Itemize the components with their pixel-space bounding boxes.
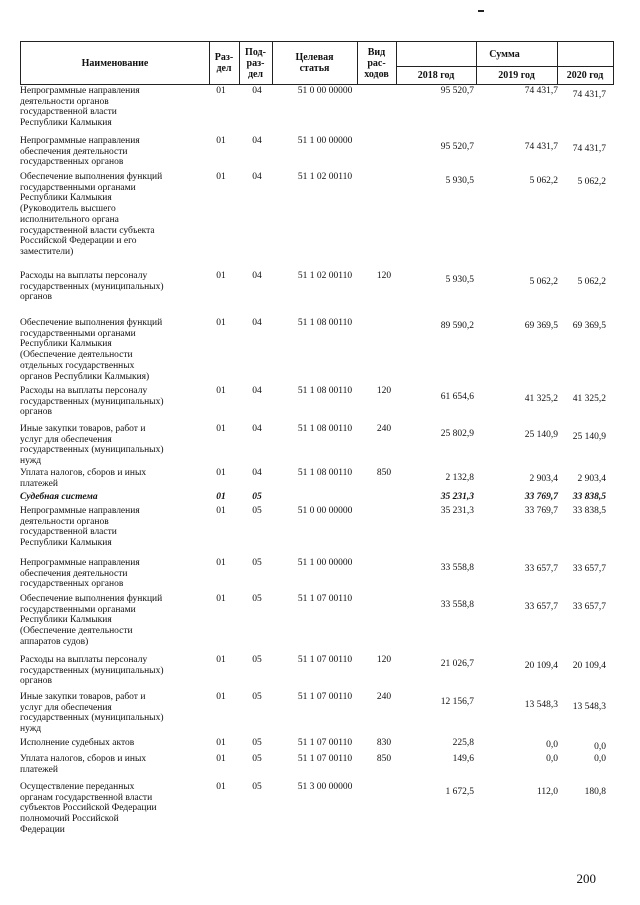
cell-name: Осуществление переданных органам государственной власти субъектов Российской Федерации полномочий Российской Федерации (20, 782, 157, 835)
header-summa: Сумма (489, 48, 520, 60)
header-year-2018: 2018 год (417, 70, 455, 81)
cell-sum-2020: 74 431,7 (572, 90, 606, 100)
cell-celevaya: 51 1 08 00110 (297, 318, 353, 328)
cell-vid: 120 (376, 271, 392, 281)
cell-razdel: 01 (216, 655, 226, 665)
cell-sum-2020: 0,0 (594, 754, 606, 764)
cell-razdel: 01 (216, 594, 226, 604)
cell-sum-2018: 95 520,7 (440, 142, 474, 152)
cell-name: Уплата налогов, сборов и иных платежей (20, 468, 147, 489)
cell-razdel: 01 (216, 136, 226, 146)
cell-vid: 850 (376, 754, 392, 764)
cell-name: Уплата налогов, сборов и иных платежей (20, 754, 147, 775)
cell-name: Непрограммные направления обеспечения деятельности государственных органов (20, 136, 140, 168)
cell-celevaya: 51 0 00 00000 (297, 86, 353, 96)
cell-sum-2019: 33 657,7 (524, 602, 558, 612)
cell-sum-2020: 33 838,5 (572, 492, 606, 502)
cell-sum-2020: 33 657,7 (572, 602, 606, 612)
cell-sum-2020: 5 062,2 (577, 177, 606, 187)
cell-sum-2019: 74 431,7 (524, 86, 558, 96)
cell-sum-2019: 69 369,5 (524, 321, 558, 331)
cell-sum-2020: 25 140,9 (572, 432, 606, 442)
cell-podrazdel: 04 (252, 318, 262, 328)
cell-sum-2019: 13 548,3 (524, 700, 558, 710)
cell-podrazdel: 05 (252, 738, 262, 748)
cell-podrazdel: 04 (252, 271, 262, 281)
cell-razdel: 01 (216, 738, 226, 748)
cell-razdel: 01 (216, 558, 226, 568)
cell-celevaya: 51 1 07 00110 (297, 594, 353, 604)
cell-sum-2020: 74 431,7 (572, 144, 606, 154)
cell-celevaya: 51 1 07 00110 (297, 692, 353, 702)
cell-podrazdel: 05 (252, 594, 262, 604)
cell-name: Непрограммные направления деятельности органов государственной власти Республики Калмыкия (20, 506, 140, 549)
cell-sum-2018: 35 231,3 (440, 492, 474, 502)
cell-podrazdel: 04 (252, 424, 262, 434)
cell-razdel: 01 (216, 692, 226, 702)
cell-celevaya: 51 1 08 00110 (297, 468, 353, 478)
cell-sum-2019: 74 431,7 (524, 142, 558, 152)
header-podrazdel: Под- раз- дел (245, 46, 266, 80)
cell-name: Иные закупки товаров, работ и услуг для обеспечения государственных (муниципальных) нужд (20, 424, 164, 467)
cell-podrazdel: 05 (252, 692, 262, 702)
cell-sum-2018: 33 558,8 (440, 563, 474, 573)
cell-sum-2020: 2 903,4 (577, 474, 606, 484)
cell-sum-2020: 69 369,5 (572, 321, 606, 331)
cell-name: Непрограммные направления обеспечения деятельности государственных органов (20, 558, 140, 590)
cell-sum-2018: 25 802,9 (440, 429, 474, 439)
cell-name: Обеспечение выполнения функций государственными органами Республики Калмыкия (Руководитель высшего исполнительного органа государственной власти субъекта Российской Федерации и его заместители) (20, 172, 163, 257)
cell-name: Исполнение судебных актов (20, 738, 135, 748)
cell-razdel: 01 (216, 492, 226, 502)
cell-celevaya: 51 1 08 00110 (297, 386, 353, 396)
cell-celevaya: 51 1 07 00110 (297, 738, 353, 748)
cell-celevaya: 51 1 08 00110 (297, 424, 353, 434)
cell-vid: 120 (376, 655, 392, 665)
cell-sum-2019: 0,0 (546, 754, 558, 764)
cell-sum-2018: 35 231,3 (440, 506, 474, 516)
cell-celevaya: 51 1 00 00000 (297, 136, 353, 146)
cell-sum-2018: 2 132,8 (445, 473, 474, 483)
cell-name: Расходы на выплаты персоналу государственных (муниципальных) органов (20, 271, 164, 303)
cell-sum-2019: 25 140,9 (524, 430, 558, 440)
cell-celevaya: 51 1 02 00110 (297, 172, 353, 182)
cell-sum-2019: 20 109,4 (524, 661, 558, 671)
cell-sum-2018: 5 930,5 (445, 176, 474, 186)
cell-celevaya: 51 1 02 00110 (297, 271, 353, 281)
cell-vid: 850 (376, 468, 392, 478)
header-celevaya: Целевая статья (295, 52, 334, 74)
cell-sum-2019: 33 769,7 (524, 492, 558, 502)
cell-razdel: 01 (216, 754, 226, 764)
cell-podrazdel: 05 (252, 492, 262, 502)
cell-sum-2018: 89 590,2 (440, 321, 474, 331)
cell-sum-2018: 1 672,5 (445, 787, 474, 797)
cell-sum-2018: 149,6 (452, 754, 474, 764)
cell-name: Иные закупки товаров, работ и услуг для обеспечения государственных (муниципальных) нужд (20, 692, 164, 735)
table-header (20, 41, 614, 85)
cell-sum-2019: 5 062,2 (529, 176, 558, 186)
cell-sum-2018: 95 520,7 (440, 86, 474, 96)
cell-sum-2020: 0,0 (594, 742, 606, 752)
cell-razdel: 01 (216, 271, 226, 281)
page-number: 200 (576, 871, 596, 886)
cell-razdel: 01 (216, 424, 226, 434)
cell-sum-2019: 33 657,7 (524, 564, 558, 574)
cell-celevaya: 51 0 00 00000 (297, 506, 353, 516)
cell-vid: 240 (376, 424, 392, 434)
cell-razdel: 01 (216, 386, 226, 396)
cell-podrazdel: 05 (252, 782, 262, 792)
cell-sum-2018: 33 558,8 (440, 600, 474, 610)
cell-celevaya: 51 1 07 00110 (297, 754, 353, 764)
cell-vid: 240 (376, 692, 392, 702)
scan-mark (478, 10, 484, 12)
cell-name: Непрограммные направления деятельности органов государственной власти Республики Калмыкия (20, 86, 140, 129)
cell-name: Обеспечение выполнения функций государственными органами Республики Калмыкия (Обеспечение деятельности отдельных государственных органов Республики Калмыкия) (20, 318, 163, 382)
cell-sum-2019: 5 062,2 (529, 277, 558, 287)
header-year-2019: 2019 год (498, 70, 535, 81)
cell-sum-2018: 5 930,5 (445, 275, 474, 285)
cell-sum-2019: 112,0 (536, 787, 558, 797)
cell-sum-2020: 33 838,5 (572, 506, 606, 516)
header-name: Наименование (81, 57, 149, 69)
cell-celevaya: 51 1 00 00000 (297, 558, 353, 568)
cell-sum-2019: 2 903,4 (529, 474, 558, 484)
cell-razdel: 01 (216, 172, 226, 182)
cell-vid: 830 (376, 738, 392, 748)
cell-name: Расходы на выплаты персоналу государственных (муниципальных) органов (20, 655, 164, 687)
cell-sum-2020: 5 062,2 (577, 277, 606, 287)
header-razdel: Раз- дел (214, 52, 234, 74)
cell-razdel: 01 (216, 506, 226, 516)
cell-celevaya: 51 3 00 00000 (297, 782, 353, 792)
cell-sum-2019: 33 769,7 (524, 506, 558, 516)
cell-podrazdel: 05 (252, 754, 262, 764)
cell-sum-2018: 61 654,6 (440, 392, 474, 402)
cell-podrazdel: 04 (252, 136, 262, 146)
cell-podrazdel: 05 (252, 655, 262, 665)
cell-podrazdel: 04 (252, 86, 262, 96)
cell-razdel: 01 (216, 86, 226, 96)
cell-razdel: 01 (216, 782, 226, 792)
cell-vid: 120 (376, 386, 392, 396)
cell-sum-2019: 0,0 (546, 740, 558, 750)
cell-sum-2018: 21 026,7 (440, 659, 474, 669)
cell-name: Расходы на выплаты персоналу государственных (муниципальных) органов (20, 386, 164, 418)
cell-sum-2020: 20 109,4 (572, 661, 606, 671)
cell-sum-2020: 41 325,2 (572, 394, 606, 404)
cell-name: Обеспечение выполнения функций государственными органами Республики Калмыкия (Обеспечение деятельности аппаратов судов) (20, 594, 163, 647)
cell-podrazdel: 05 (252, 558, 262, 568)
cell-sum-2018: 12 156,7 (440, 697, 474, 707)
cell-podrazdel: 04 (252, 386, 262, 396)
cell-sum-2020: 13 548,3 (572, 702, 606, 712)
cell-podrazdel: 04 (252, 468, 262, 478)
cell-celevaya: 51 1 07 00110 (297, 655, 353, 665)
cell-razdel: 01 (216, 468, 226, 478)
header-year-2020: 2020 год (566, 70, 604, 81)
cell-sum-2020: 180,8 (584, 787, 606, 797)
cell-razdel: 01 (216, 318, 226, 328)
cell-podrazdel: 04 (252, 172, 262, 182)
header-vid: Вид рас- ходов (364, 46, 389, 80)
cell-podrazdel: 05 (252, 506, 262, 516)
cell-sum-2018: 225,8 (452, 738, 474, 748)
cell-sum-2019: 41 325,2 (524, 394, 558, 404)
cell-name: Судебная система (20, 492, 98, 502)
cell-sum-2020: 33 657,7 (572, 564, 606, 574)
